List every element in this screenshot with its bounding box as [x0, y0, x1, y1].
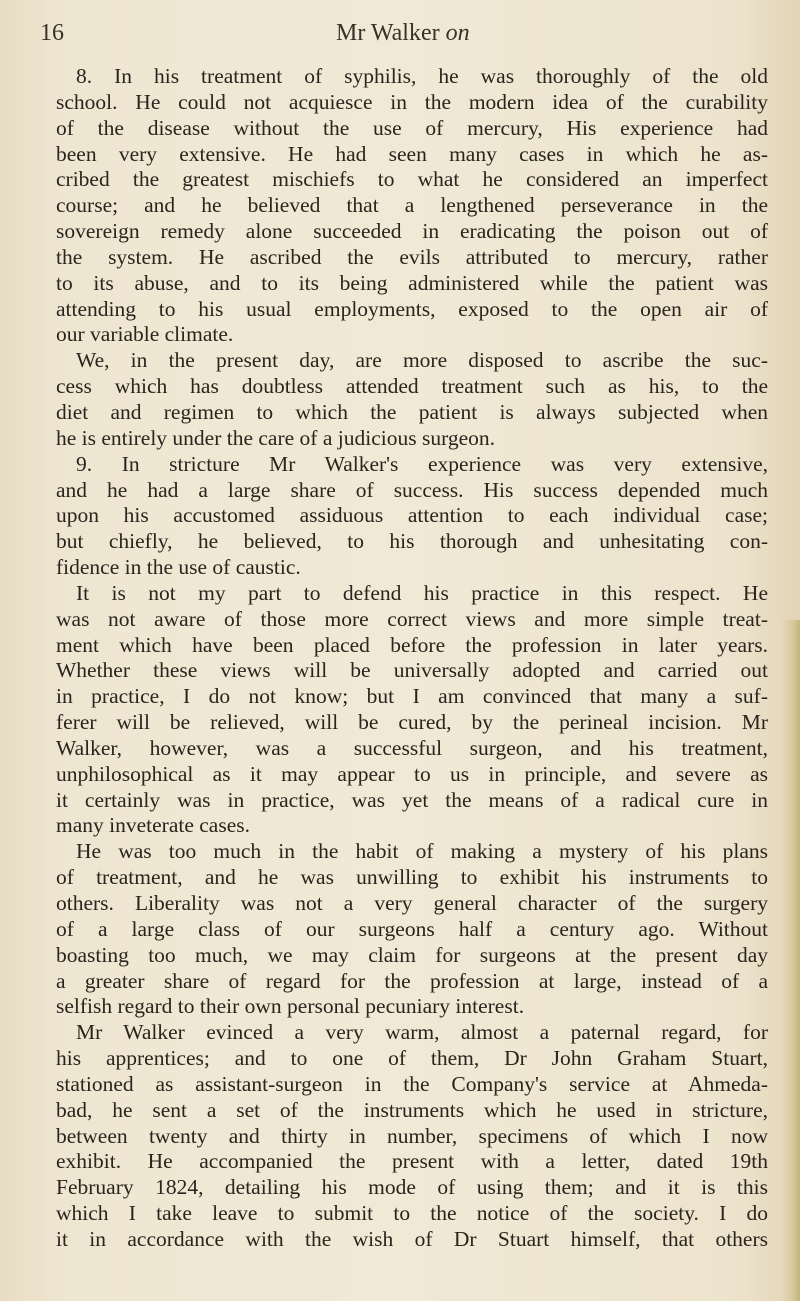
text-line: fidence in the use of caustic.	[56, 555, 301, 580]
text-line: was not aware of those more correct views and more simple treat-	[56, 606, 768, 631]
text-line: but chiefly, he believed, to his thorough and unhesitating con-	[56, 529, 768, 554]
text-line: We, in the present day, are more disposed to ascribe the suc-	[76, 348, 768, 373]
text-line: stationed as assistant-surgeon in the Company's service at Ahmeda-	[56, 1071, 768, 1096]
running-head-italic: on	[445, 20, 470, 46]
text-line: it certainly was in practice, was yet the means of a radical cure in	[56, 787, 768, 812]
page-number: 16	[40, 20, 64, 46]
text-line: a greater share of regard for the profession at large, instead of a	[56, 968, 768, 993]
text-line: it in accordance with the wish of Dr Stuart himself, that others	[56, 1226, 768, 1251]
text-line: upon his accustomed assiduous attention to each individual case;	[56, 503, 768, 528]
text-line: It is not my part to defend his practice in this respect. He	[76, 580, 768, 605]
text-line: He was too much in the habit of making a mystery of his plans	[76, 839, 768, 864]
text-line: Mr Walker evinced a very warm, almost a paternal regard, for	[76, 1020, 768, 1045]
text-line: cribed the greatest mischiefs to what he considered an imperfect	[56, 167, 768, 192]
text-line: exhibit. He accompanied the present with a letter, dated 19th	[56, 1149, 768, 1174]
text-line: Walker, however, was a successful surgeon, and his treatment,	[56, 735, 768, 760]
text-line: of the disease without the use of mercury, His experience had	[56, 115, 768, 140]
text-line: our variable climate.	[56, 322, 234, 347]
running-head-main: Mr Walker	[336, 20, 440, 46]
text-line: 9. In stricture Mr Walker's experience was very extensive,	[76, 451, 768, 476]
page-edge-shading	[782, 620, 800, 1301]
text-line: and he had a large share of success. His success depended much	[56, 477, 768, 502]
text-line: unphilosophical as it may appear to us in principle, and severe as	[56, 761, 768, 786]
text-line: in practice, I do not know; but I am convinced that many a suf-	[56, 684, 768, 709]
page-header	[40, 20, 760, 54]
text-line: of treatment, and he was unwilling to exhibit his instruments to	[56, 865, 768, 890]
text-line: February 1824, detailing his mode of using them; and it is this	[56, 1175, 768, 1200]
text-line: sovereign remedy alone succeeded in eradicating the poison out of	[56, 219, 768, 244]
text-line: many inveterate cases.	[56, 813, 251, 838]
text-line: selfish regard to their own personal pecuniary interest.	[56, 994, 525, 1019]
text-line: been very extensive. He had seen many cases in which he as-	[56, 141, 768, 166]
text-line: of a large class of our surgeons half a century ago. Without	[56, 916, 768, 941]
text-line: boasting too much, we may claim for surgeons at the present day	[56, 942, 768, 967]
text-line: cess which has doubtless attended treatment such as his, to the	[56, 374, 768, 399]
running-head	[336, 20, 470, 47]
text-line: he is entirely under the care of a judicious surgeon.	[56, 425, 496, 450]
text-line: course; and he believed that a lengthened perseverance in the	[56, 193, 768, 218]
text-line: attending to his usual employments, exposed to the open air of	[56, 296, 768, 321]
text-line: ment which have been placed before the profession in later years.	[56, 632, 768, 657]
text-line: 8. In his treatment of syphilis, he was thoroughly of the old	[76, 64, 768, 88]
text-line: the system. He ascribed the evils attributed to mercury, rather	[56, 244, 768, 269]
text-line: which I take leave to submit to the notice of the society. I do	[56, 1201, 768, 1226]
text-line: his apprentices; and to one of them, Dr John Graham Stuart,	[56, 1046, 768, 1071]
body-text	[56, 64, 768, 1253]
text-line: Whether these views will be universally adopted and carried out	[56, 658, 768, 683]
text-line: school. He could not acquiesce in the modern idea of the curability	[56, 89, 768, 114]
text-line: others. Liberality was not a very general character of the surgery	[56, 891, 768, 915]
text-line: diet and regimen to which the patient is always subjected when	[56, 399, 768, 424]
text-line: ferer will be relieved, will be cured, by the perineal incision. Mr	[56, 710, 768, 735]
text-line: to its abuse, and to its being administered while the patient was	[56, 270, 768, 295]
text-line: bad, he sent a set of the instruments which he used in stricture,	[56, 1097, 768, 1122]
text-line: between twenty and thirty in number, specimens of which I now	[56, 1123, 768, 1148]
